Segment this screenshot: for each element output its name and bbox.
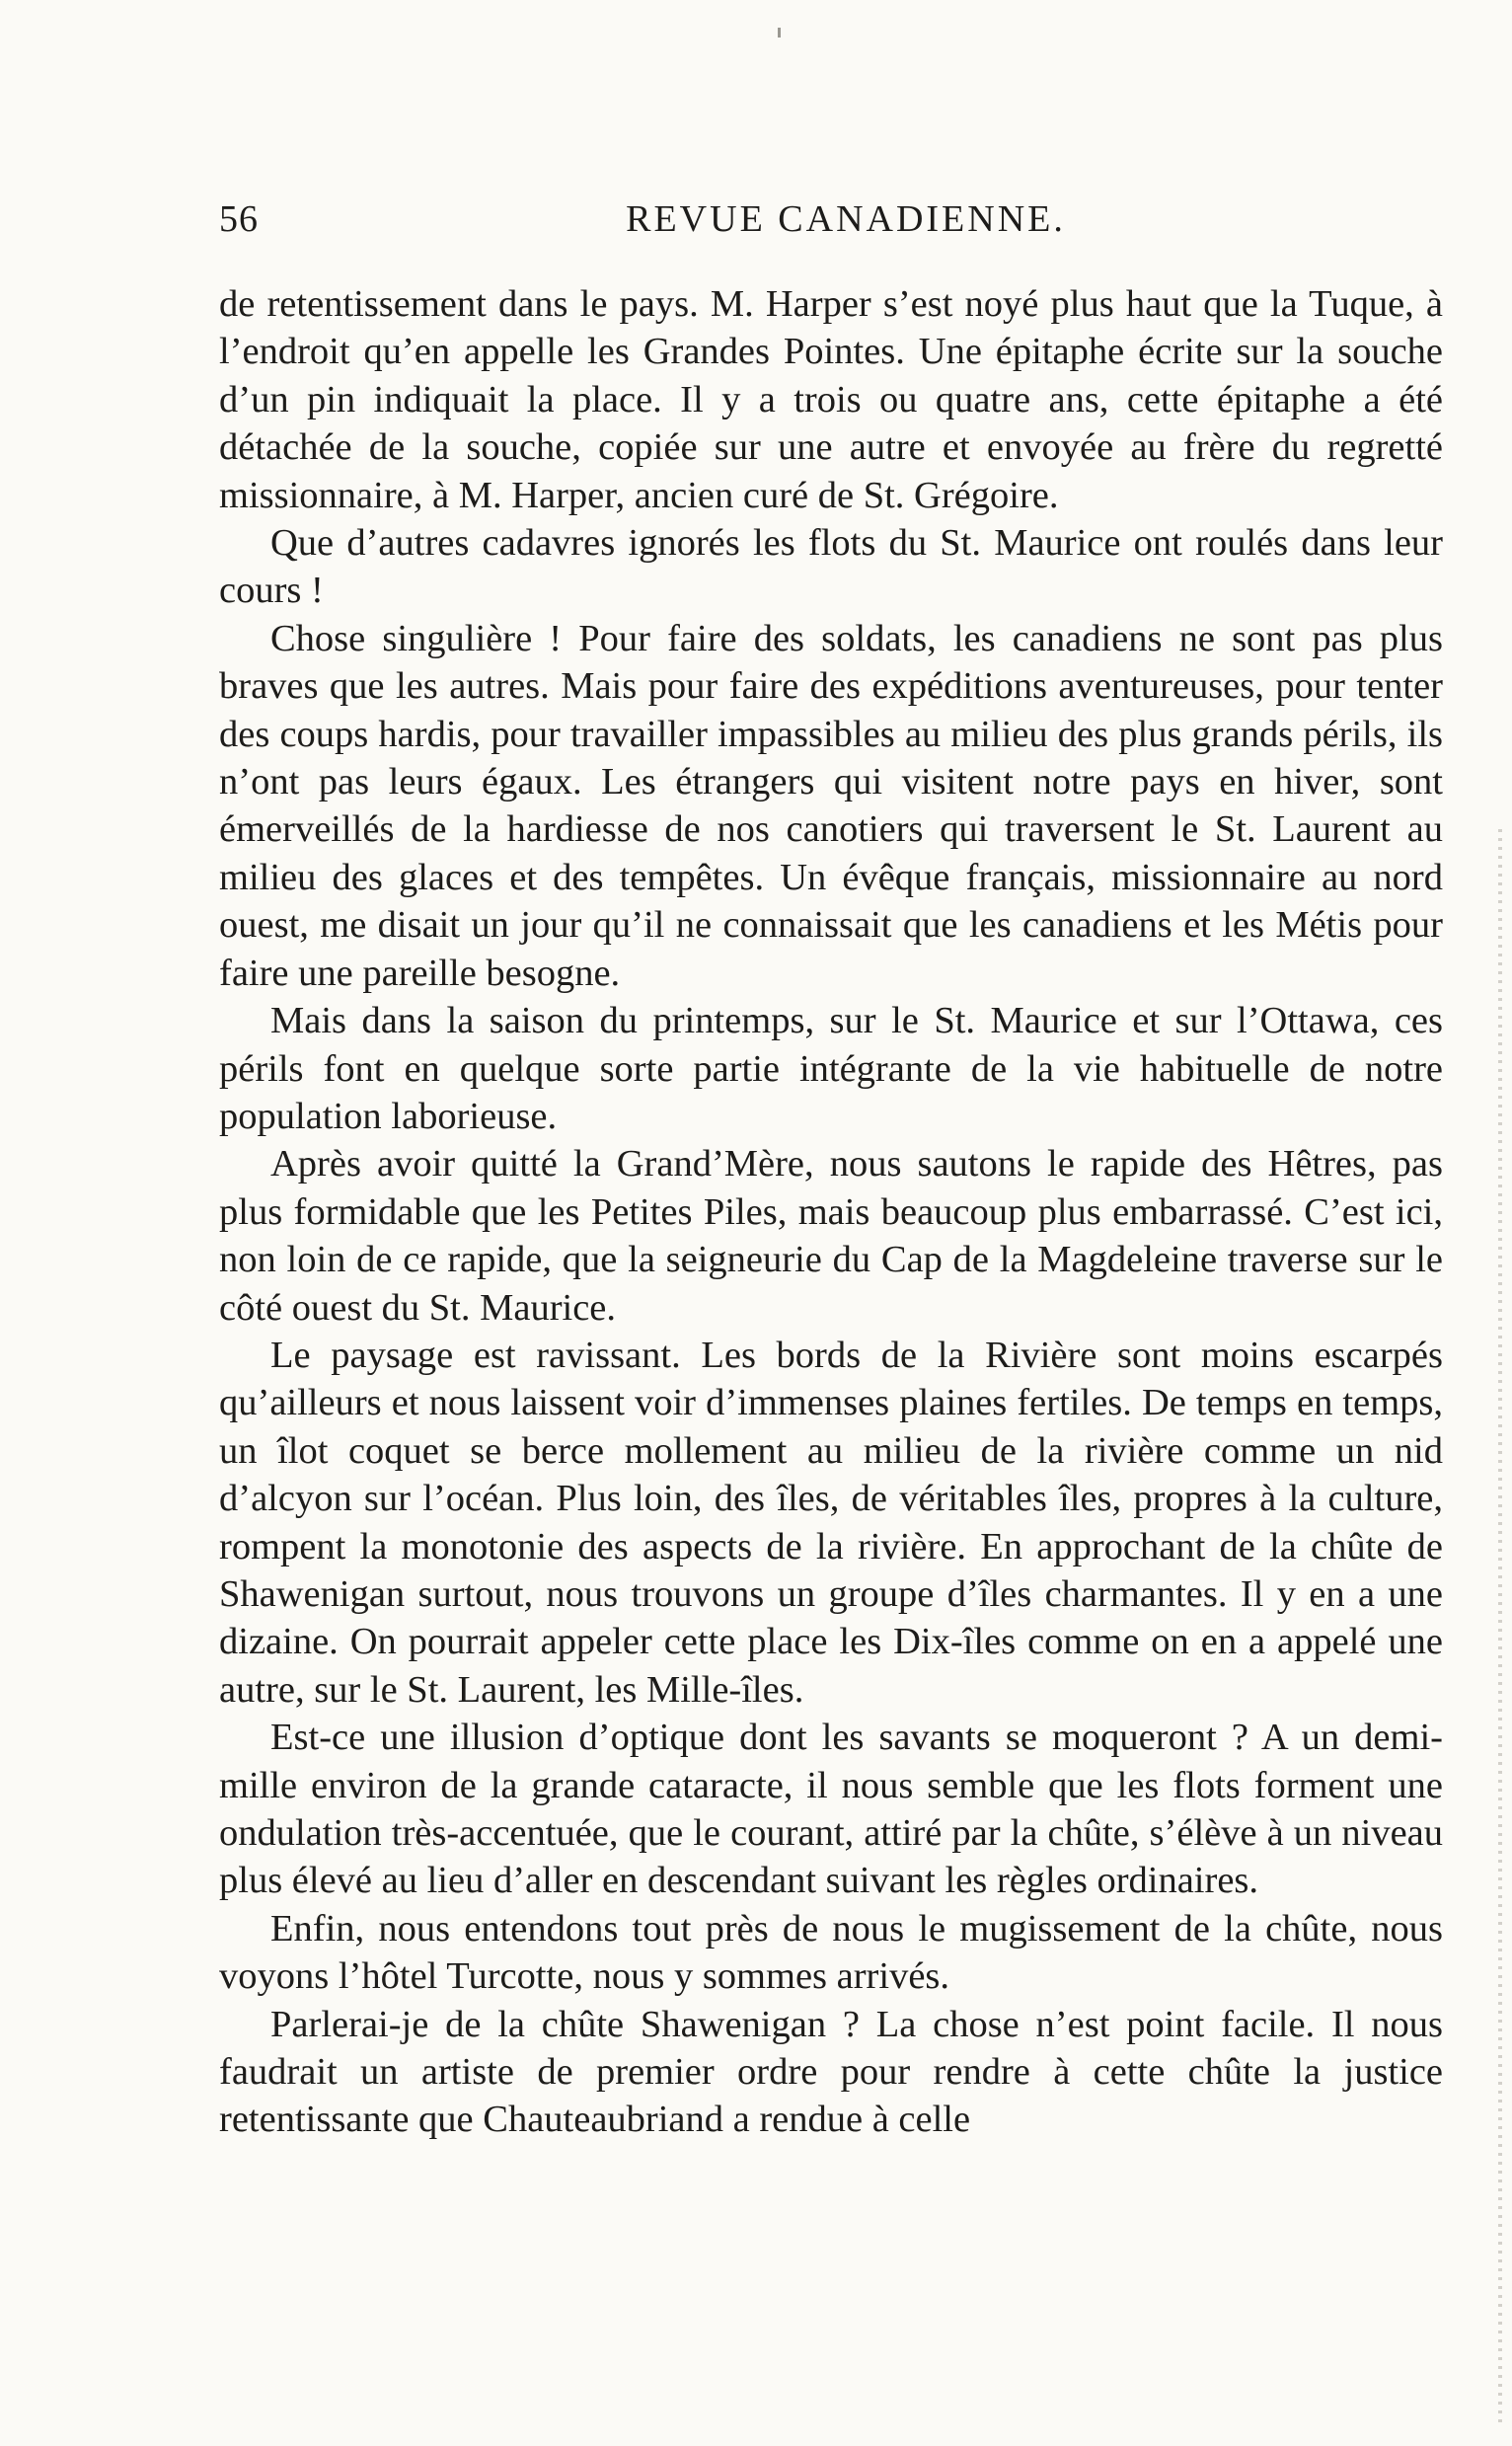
paragraph: Est-ce une illusion d’optique dont les savants se moqueront ? A un demi-mille environ de la grande cataracte, il nous semble que les flots forment une ondulation très-accentuée, que le courant, attiré par la chûte, s’élève à un niveau plus élevé au lieu d’aller en descendant suivant les règles ordinaires.: [219, 1717, 1443, 1902]
paragraph: Chose singulière ! Pour faire des soldats, les canadiens ne sont pas plus braves que les autres. Mais pour faire des expéditions aventureuses, pour tenter des coups hardis, pour travailler impassibles au milieu des plus grands périls, ils n’ont pas leurs égaux. Les étrangers qui visitent notre pays en hiver, sont émerveillés de la hardiesse de nos canotiers qui traversent le St. Laurent au milieu des glaces et des tempêtes. Un évêque français, missionnaire au nord ouest, me disait un jour qu’il ne connaissait que les canadiens et les Métis pour faire une pareille besogne.: [219, 617, 1443, 994]
page-number: 56: [219, 198, 259, 240]
paragraph: Mais dans la saison du printemps, sur le St. Maurice et sur l’Ottawa, ces périls font en quelque sorte partie intégrante de la vie habituelle de notre population laborieuse.: [219, 1000, 1443, 1137]
paragraph: Après avoir quitté la Grand’Mère, nous sautons le rapide des Hêtres, pas plus formidable que les Petites Piles, mais beaucoup plus embarrassé. C’est ici, non loin de ce rapide, que la seigneurie du Cap de la Magdeleine traverse sur le côté ouest du St. Maurice.: [219, 1143, 1443, 1329]
paragraph-continued: de retentissement dans le pays. M. Harper s’est noyé plus haut que la Tuque, à l’endroit qu’en appelle les Grandes Pointes. Une épitaphe écrite sur la souche d’un pin indiquait la place. Il y a trois ou quatre ans, cette épitaphe a été détachée de la souche, copiée sur une autre et envoyée au frère du regretté missionnaire, à M. Harper, ancien curé de St. Grégoire.: [219, 283, 1443, 516]
paragraph: Le paysage est ravissant. Les bords de la Rivière sont moins escarpés qu’ailleurs et nous laissent voir d’immenses plaines fertiles. De temps en temps, un îlot coquet se berce mollement au milieu de la rivière comme un nid d’alcyon sur l’océan. Plus loin, des îles, de véritables îles, propres à la culture, rompent la monotonie des aspects de la rivière. En approchant de la chûte de Shawenigan surtout, nous trouvons un groupe d’îles charmantes. Il y en a une dizaine. On pourrait appeler cette place les Dix-îles comme on en a appelé une autre, sur le St. Laurent, les Mille-îles.: [219, 1334, 1443, 1711]
paragraph: Enfin, nous entendons tout près de nous le mugissement de la chûte, nous voyons l’hôtel Turcotte, nous y sommes arrivés.: [219, 1907, 1443, 1998]
running-head: [219, 197, 1443, 257]
document-page: [219, 197, 1443, 2144]
paragraph: Que d’autres cadavres ignorés les flots du St. Maurice ont roulés dans leur cours !: [219, 522, 1443, 612]
running-title: REVUE CANADIENNE.: [626, 198, 1066, 240]
paragraph: Parlerai-je de la chûte Shawenigan ? La chose n’est point facile. Il nous faudrait un artiste de premier ordre pour rendre à cette chûte la justice retentissante que Chauteaubriand a rendue à celle: [219, 2003, 1443, 2141]
print-speck: [778, 28, 781, 38]
page-edge-shadow: [1498, 829, 1502, 2428]
body-text: [219, 280, 1443, 2144]
